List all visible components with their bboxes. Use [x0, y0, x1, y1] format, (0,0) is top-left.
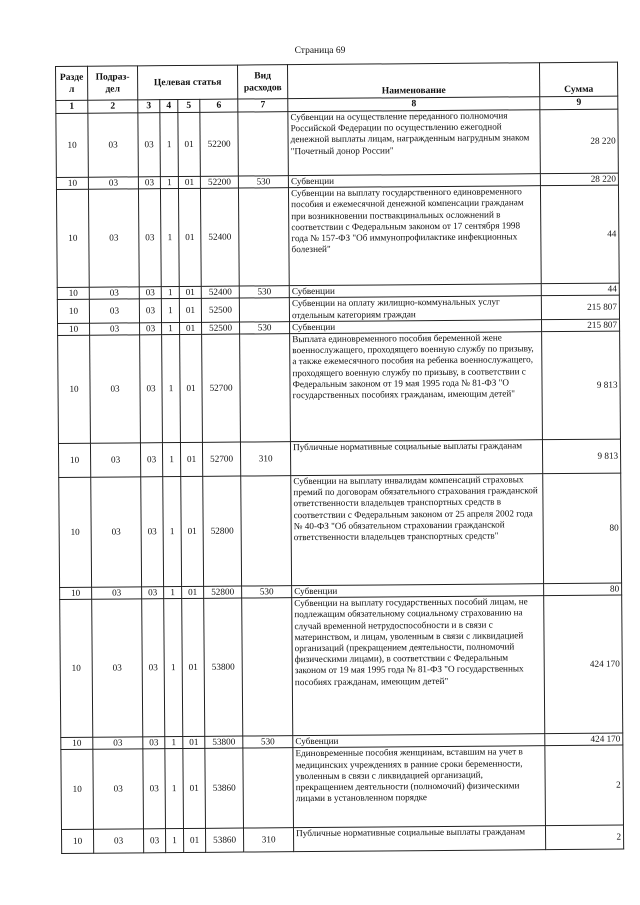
cell-celevaya-4: 52800	[204, 586, 242, 599]
cell-celevaya-1: 03	[142, 587, 164, 599]
table-row	[61, 825, 623, 853]
cell-celevaya-2: 1	[162, 322, 180, 334]
cell-celevaya-1: 03	[143, 737, 165, 749]
cell-celevaya-1: 03	[139, 299, 161, 323]
column-number: 5	[178, 99, 200, 112]
cell-summa: 2	[545, 745, 624, 826]
cell-podrazdel: 03	[88, 189, 139, 287]
cell-podrazdel: 03	[93, 737, 143, 750]
header-naimenovanie: Наименование	[288, 63, 540, 99]
cell-celevaya-3: 01	[178, 176, 200, 188]
cell-vid-rashodov	[241, 476, 292, 586]
cell-summa: 424 170	[545, 733, 623, 746]
cell-razdel: 10	[56, 177, 88, 189]
cell-celevaya-1: 03	[143, 829, 165, 853]
cell-razdel: 10	[58, 323, 90, 335]
cell-naimenovanie: Субвенции	[288, 174, 540, 188]
cell-celevaya-1: 03	[143, 749, 166, 829]
cell-vid-rashodov: 530	[238, 176, 288, 189]
page-number: Страница 69	[294, 46, 346, 56]
cell-summa: 44	[541, 283, 619, 296]
cell-celevaya-3: 01	[180, 322, 202, 334]
cell-celevaya-1: 03	[142, 599, 165, 737]
cell-podrazdel: 03	[90, 335, 141, 443]
cell-celevaya-3: 01	[182, 586, 204, 598]
column-number: 9	[540, 96, 618, 110]
cell-summa: 9 813	[542, 331, 621, 440]
cell-naimenovanie: Субвенции на выплату государственных пособий лицам, не подлежащим обязательному социальному страхованию на случай временной нетрудоспособности и в связи с материнством, и лицам, уволенным в связи с ликвидацией организаций (прекращением деятельности, полномочий физическими лицами), в соответствии с Федеральным законом от 19 мая 1995 года № 81-ФЗ "О государственных пособиях гражданам, имеющим детей"	[292, 596, 545, 736]
cell-naimenovanie: Субвенции на выплату государственного единовременного пособия и ежемесячной денежной компенсации гражданам при возникновении поствакцинальных осложнений в соответствии с Федеральным законом от 17 сентября 1998 года № 157-ФЗ "Об иммунопрофилактике инфекционных болезней"	[289, 186, 542, 286]
cell-summa: 28 220	[540, 173, 618, 186]
column-number: 1	[56, 100, 88, 113]
table-row	[61, 745, 624, 829]
cell-vid-rashodov: 310	[244, 828, 294, 852]
cell-podrazdel: 03	[93, 829, 143, 853]
cell-vid-rashodov	[239, 188, 290, 286]
budget-table	[55, 62, 624, 855]
cell-summa: 215 807	[541, 295, 619, 319]
cell-naimenovanie: Выплата единовременного пособия беременной жене военнослужащего, проходящего военную службу по призыву, а также ежемесячного пособия на ребенка военнослужащего, проходящего военную службу по призыву, в соответствии с Федеральным законом от 19 мая 1995 года № 81-ФЗ "О государственных пособиях гражданам, имеющим детей"	[290, 332, 543, 442]
cell-celevaya-3: 01	[179, 299, 201, 323]
cell-vid-rashodov	[239, 298, 289, 322]
table-row	[58, 439, 620, 477]
header-summa: Сумма	[540, 62, 618, 97]
table-body	[56, 109, 624, 854]
cell-podrazdel: 03	[88, 113, 139, 177]
cell-celevaya-3: 01	[182, 599, 205, 737]
table-row	[59, 473, 622, 587]
cell-podrazdel: 03	[88, 177, 138, 190]
cell-podrazdel: 03	[90, 443, 140, 477]
column-number: 6	[200, 99, 238, 112]
cell-summa: 2	[546, 825, 624, 850]
cell-celevaya-1: 03	[140, 443, 162, 477]
cell-summa: 44	[541, 185, 620, 284]
cell-naimenovanie: Публичные нормативные социальные выплаты гражданам	[291, 440, 543, 476]
table-row	[60, 595, 623, 737]
cell-razdel: 10	[57, 287, 89, 299]
cell-celevaya-3: 01	[180, 334, 203, 442]
cell-razdel: 10	[59, 477, 92, 587]
column-number: 8	[288, 97, 540, 112]
cell-summa: 424 170	[544, 595, 623, 734]
cell-podrazdel: 03	[89, 287, 139, 300]
cell-summa: 28 220	[540, 109, 619, 174]
cell-podrazdel: 03	[93, 749, 144, 829]
cell-vid-rashodov	[238, 112, 289, 176]
cell-celevaya-2: 1	[161, 287, 179, 299]
cell-naimenovanie: Субвенции	[290, 319, 542, 333]
cell-vid-rashodov: 530	[243, 736, 293, 749]
cell-podrazdel: 03	[90, 323, 140, 336]
cell-celevaya-2: 1	[160, 189, 179, 287]
cell-naimenovanie: Субвенции	[289, 284, 541, 298]
cell-vid-rashodov	[242, 598, 293, 736]
cell-celevaya-2: 1	[164, 587, 182, 599]
cell-celevaya-1: 03	[140, 335, 163, 443]
cell-celevaya-1: 03	[141, 477, 164, 587]
cell-vid-rashodov: 530	[240, 321, 290, 334]
cell-razdel: 10	[60, 599, 93, 737]
cell-celevaya-1: 03	[138, 113, 161, 177]
cell-celevaya-4: 53800	[205, 736, 243, 749]
cell-celevaya-2: 1	[165, 829, 183, 853]
cell-podrazdel: 03	[92, 587, 142, 600]
cell-naimenovanie: Субвенции на выплату инвалидам компенсаций страховых премий по договорам обязательного страхования гражданской ответственности владельцев транспортных средств в соответствии с Федеральным законом от 25 апреля 2002 года № 40-ФЗ "Об обязательном страховании гражданской ответственности владельцев транспортных средств"	[291, 474, 544, 586]
column-number: 3	[138, 100, 160, 113]
cell-celevaya-4: 53860	[205, 748, 244, 828]
cell-razdel: 10	[58, 335, 91, 443]
cell-summa: 80	[543, 473, 622, 584]
cell-naimenovanie: Субвенции	[293, 734, 545, 748]
cell-vid-rashodov: 530	[239, 286, 289, 299]
cell-celevaya-3: 01	[178, 189, 201, 287]
cell-podrazdel: 03	[92, 599, 143, 737]
cell-celevaya-4: 52200	[200, 112, 239, 176]
cell-razdel: 10	[56, 113, 89, 177]
cell-celevaya-2: 1	[164, 599, 183, 737]
cell-celevaya-2: 1	[160, 113, 179, 177]
cell-celevaya-4: 52500	[202, 322, 240, 335]
cell-celevaya-2: 1	[163, 477, 182, 587]
cell-celevaya-2: 1	[165, 749, 184, 829]
cell-celevaya-4: 53800	[204, 598, 243, 736]
cell-celevaya-4: 53860	[205, 828, 243, 852]
header-celevaya-statya: Целевая статья	[138, 65, 238, 100]
table-row	[56, 185, 619, 287]
cell-naimenovanie: Субвенции	[292, 584, 544, 598]
cell-celevaya-2: 1	[160, 177, 178, 189]
cell-naimenovanie: Единовременные пособия женщинам, вставшим на учет в медицинских учреждениях в ранние сроки беременности, уволенным в связи с ликвидацией организаций, прекращением деятельности (полномочий) физическими лицами в установленном порядке	[293, 746, 546, 828]
table-row	[58, 331, 621, 443]
cell-celevaya-3: 01	[179, 287, 201, 299]
cell-razdel: 10	[61, 737, 93, 749]
cell-vid-rashodov	[240, 334, 291, 442]
column-number: 7	[238, 99, 288, 112]
cell-vid-rashodov: 310	[241, 442, 291, 476]
cell-celevaya-1: 03	[138, 177, 160, 189]
column-number: 4	[160, 100, 178, 113]
cell-vid-rashodov	[243, 748, 294, 828]
cell-naimenovanie: Публичные нормативные социальные выплаты гражданам	[294, 826, 546, 852]
cell-celevaya-3: 01	[183, 749, 206, 829]
cell-naimenovanie: Субвенции на осуществление переданного полномочия Российской Федерации по осуществлению ежегодной денежной выплаты лицам, награжденным нагрудным знаком "Почетный донор России"	[288, 110, 540, 176]
cell-naimenovanie: Субвенции на оплату жилищно-коммунальных услуг отдельным категориям граждан	[289, 296, 541, 321]
cell-celevaya-4: 52700	[202, 334, 241, 442]
cell-celevaya-4: 52400	[200, 188, 239, 286]
cell-summa: 80	[544, 583, 622, 596]
cell-podrazdel: 03	[89, 299, 139, 323]
cell-celevaya-3: 01	[178, 112, 201, 176]
cell-celevaya-3: 01	[183, 737, 205, 749]
cell-celevaya-4: 52500	[201, 298, 239, 322]
cell-celevaya-2: 1	[161, 299, 179, 323]
header-vid-rashodov: Вид расходов	[238, 65, 288, 99]
cell-celevaya-3: 01	[183, 829, 205, 853]
cell-razdel: 10	[57, 300, 89, 324]
cell-summa: 9 813	[542, 439, 620, 474]
cell-summa: 215 807	[542, 319, 620, 332]
cell-razdel: 10	[61, 830, 93, 854]
cell-celevaya-1: 03	[138, 189, 161, 287]
cell-razdel: 10	[58, 443, 90, 477]
cell-celevaya-4: 52800	[203, 476, 242, 586]
cell-celevaya-1: 03	[140, 322, 162, 334]
column-number: 2	[88, 100, 138, 113]
cell-celevaya-1: 03	[139, 287, 161, 299]
cell-celevaya-2: 1	[162, 443, 180, 477]
cell-celevaya-2: 1	[162, 335, 181, 443]
cell-celevaya-4: 52700	[202, 442, 240, 476]
cell-razdel: 10	[60, 587, 92, 599]
header-podrazdel: Подраз- дел	[88, 66, 138, 100]
table-row	[56, 109, 619, 177]
cell-celevaya-3: 01	[180, 442, 202, 476]
header-razdel: Разде л	[56, 66, 88, 100]
cell-razdel: 10	[56, 189, 89, 287]
cell-razdel: 10	[61, 750, 94, 830]
cell-vid-rashodov: 530	[242, 586, 292, 599]
cell-celevaya-4: 52200	[200, 176, 238, 189]
cell-podrazdel: 03	[91, 477, 142, 587]
cell-celevaya-2: 1	[165, 737, 183, 749]
cell-celevaya-3: 01	[181, 476, 204, 586]
cell-celevaya-4: 52400	[201, 286, 239, 299]
